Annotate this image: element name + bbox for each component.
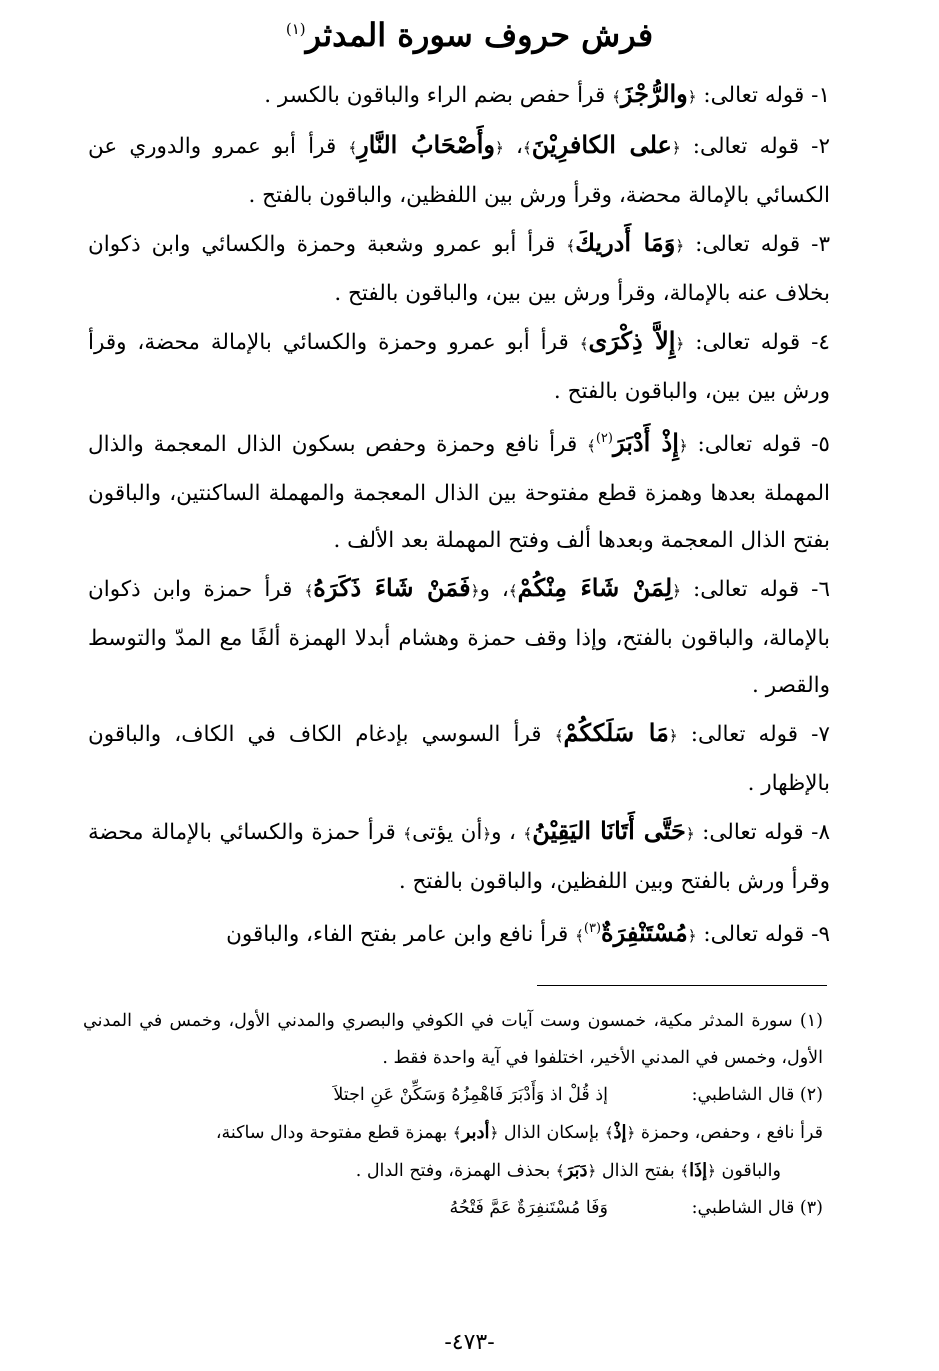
entry-number: ١- [804, 83, 830, 108]
quran-word: وَمَا أَدريكَ [575, 228, 676, 257]
entry-lead: قوله تعالى: [680, 134, 800, 159]
footnote-text: بهمزة قطع مفتوحة ودال ساكنة، [215, 1123, 453, 1143]
quran-word: على الكافرِيْنَ [531, 130, 672, 159]
entry-number: ٦- [799, 577, 830, 602]
main-text [88, 70, 830, 960]
entry-4: ٤- قوله تعالى: ﴿إِلاَّ ذِكْرَى﴾ قرأ أبو عمرو وحمزة والكسائي بالإمالة محضة، وقرأ ورش بين بين، والباقون بالفتح . [88, 326, 830, 404]
entry-text: قرأ أبو عمرو والدوري عن الكسائي بالإمالة محضة، وقرأ ورش بين اللفظين، والباقون بالفتح . [88, 134, 830, 208]
entry-lead: قوله تعالى: [696, 83, 805, 108]
entry-text: قرأ أبو عمرو وشعبة وحمزة والكسائي وابن ذكوان بخلاف عنه بالإمالة، وقرأ ورش بين بين، والباقون بالفتح . [88, 232, 830, 306]
quran-word: حَتَّى أَتَانَا اليَقِيْنُ [532, 816, 686, 845]
footnote-2-explanation: قرأ نافع ، وحفص، وحمزة ﴿إذْ﴾ بإسكان الذال ﴿أدبر﴾ بهمزة قطع مفتوحة ودال ساكنة، [215, 1122, 823, 1143]
entry-number: ٤- [800, 330, 830, 355]
entry-lead: قوله تعالى: [694, 820, 804, 845]
entry-3: ٣- قوله تعالى: ﴿وَمَا أَدريكَ﴾ قرأ أبو عمرو وشعبة وحمزة والكسائي وابن ذكوان بخلاف عنه بالإمالة، وقرأ ورش بين بين، والباقون بالفتح . [88, 228, 830, 306]
entry-lead: قوله تعالى: [684, 330, 801, 355]
quran-word: إِلاَّ ذِكْرَى [588, 326, 676, 355]
quran-word: إذْ [613, 1122, 627, 1143]
entry-number: ٣- [800, 232, 830, 257]
quran-word: أن يؤتى [412, 820, 483, 845]
entry-lead: قوله تعالى: [696, 922, 805, 947]
entry-9: ٩- قوله تعالى: ﴿مُسْتَنْفِرَةٌ$^{(٣)}$﴾ قرأ نافع وابن عامر بفتح الفاء، والباقون [226, 918, 830, 947]
quran-word: دَبَرَ [564, 1160, 588, 1181]
footnote-text: قرأ نافع ، وحفص، وحمزة [635, 1123, 823, 1143]
entry-number: ٧- [798, 722, 830, 747]
quran-word: مُسْتَنْفِرَةٌ [601, 918, 688, 947]
quran-word: فَمَنْ شَاءَ ذَكَرَهُ [313, 573, 471, 602]
footnote-ref: (٢) [595, 431, 613, 446]
footnote-2-label: (٢) قال الشاطبي: [691, 1085, 823, 1105]
entry-5: ٥- قوله تعالى: ﴿إِذْ أَدْبَرَ$^{(٢)}$﴾ قرأ نافع وحمزة وحفص بسكون الذال المعجمة والذال المهملة بعدها وهمزة قطع مفتوحة بين الذال المعجمة والمهملة الساكنتين، والباقون بفتح الذال المعجمة وبعدها ألف وفتح المهملة بعد الألف . [88, 428, 830, 553]
footnote-text: بحذف الهمزة، وفتح الدال . [355, 1161, 556, 1181]
separator: ، [503, 134, 523, 159]
footnote-2-poem: إذ قُلْ اذ وَأَدْبَرَ فَاهْمِزُهُ وَسَكِّنْ عَنِ اجتلاَ [333, 1085, 608, 1105]
entry-number: ٨- [803, 820, 830, 845]
entry-number: ٢- [799, 134, 830, 159]
entry-text: قرأ حمزة والكسائي بالإمالة محضة وقرأ ورش بالفتح وبين اللفظين، والباقون بالفتح . [88, 820, 830, 894]
title-footnote-ref: (١) [285, 20, 306, 38]
footnote-text: بفتح الذال [596, 1161, 681, 1181]
entry-text: قرأ نافع وحمزة وحفص بسكون الذال المعجمة والذال المهملة بعدها وهمزة قطع مفتوحة بين الذال المعجمة والمهملة الساكنتين، والباقون بفتح الذال المعجمة وبعدها ألف وفتح المهملة بعد الألف . [88, 432, 830, 553]
entry-text: قرأ أبو عمرو وحمزة والكسائي بالإمالة محضة، وقرأ ورش بين بين، والباقون بالفتح . [88, 330, 830, 404]
entry-6: ٦- قوله تعالى: ﴿لِمَنْ شَاءَ مِنْكُمْ﴾، و﴿فَمَنْ شَاءَ ذَكَرَهُ﴾ قرأ حمزة وابن ذكوان بالإمالة، والباقون بالفتح، وإذا وقف حمزة وهشام أبدلا الهمزة ألفًا مع المدّ والتوسط والقصر . [88, 573, 830, 698]
footnote-ref: (٣) [583, 921, 602, 936]
footnote-3-label: (٣) قال الشاطبي: [691, 1198, 823, 1218]
entry-number: ٩- [804, 922, 830, 947]
footnote-3 [83, 1190, 823, 1227]
quran-word: إِذْ أَدْبَرَ [612, 428, 679, 457]
entry-text: قرأ السوسي بإدغام الكاف في الكاف، والباقون بالإظهار . [88, 722, 830, 796]
footnote-text: والباقون [715, 1161, 781, 1181]
entry-text: قرأ نافع وابن عامر بفتح الفاء، والباقون [226, 922, 576, 947]
quran-word: إذَا [689, 1160, 708, 1181]
footnote-divider [537, 985, 827, 986]
page-title [0, 16, 939, 54]
quran-word: لِمَنْ شَاءَ مِنْكُمْ [517, 573, 673, 602]
footnote-2 [83, 1077, 823, 1114]
entry-lead: قوله تعالى: [687, 432, 802, 457]
title-text: فرش حروف سورة المدثر [305, 16, 654, 54]
entry-text: قرأ حفص بضم الراء والباقون بالكسر . [264, 83, 613, 108]
quran-word: وأَصْحَابُ النَّارِ [357, 130, 495, 159]
entry-lead: قوله تعالى: [684, 232, 801, 257]
quran-word: مَا سَلَككُمْ [563, 718, 669, 747]
separator: ، و [491, 820, 524, 845]
footnotes [83, 1003, 823, 1227]
entry-lead: قوله تعالى: [677, 722, 799, 747]
separator: ، و [479, 577, 509, 602]
quran-word: أدبر [461, 1122, 490, 1143]
entry-8: ٨- قوله تعالى: ﴿حَتَّى أَتَانَا اليَقِيْنُ﴾ ، و﴿أن يؤتى﴾ قرأ حمزة والكسائي بالإمالة محضة وقرأ ورش بالفتح وبين اللفظين، والباقون بالفتح . [88, 816, 830, 894]
entry-1: ١- قوله تعالى: ﴿والرُّجْزَ﴾ قرأ حفص بضم الراء والباقون بالكسر . [264, 79, 830, 108]
entry-2: ٢- قوله تعالى: ﴿على الكافرِيْنَ﴾، ﴿وأَصْحَابُ النَّارِ﴾ قرأ أبو عمرو والدوري عن الكسائي بالإمالة محضة، وقرأ ورش بين اللفظين، والباقون بالفتح . [88, 130, 830, 208]
footnote-3-poem: وَفَا مُسْتَنفِرَةٌ عَمَّ فَتْحُهُ [449, 1198, 608, 1218]
page-number: -٤٧٣- [444, 1330, 495, 1355]
entry-number: ٥- [801, 432, 830, 457]
footnote-text: بإسكان الذال [498, 1123, 605, 1143]
footnote-2-continuation: والباقون ﴿إذَا﴾ بفتح الذال ﴿دَبَرَ﴾ بحذف الهمزة، وفتح الدال . [355, 1160, 781, 1181]
entry-lead: قوله تعالى: [680, 577, 800, 602]
quran-word: والرُّجْزَ [620, 79, 688, 108]
footnote-1: (١) سورة المدثر مكية، خمسون وست آيات في الكوفي والبصري والمدني الأول، وخمس في المدني الأول، وخمس في المدني الأخير، اختلفوا في آية واحدة فقط . [83, 1011, 823, 1068]
entry-7: ٧- قوله تعالى: ﴿مَا سَلَككُمْ﴾ قرأ السوسي بإدغام الكاف في الكاف، والباقون بالإظهار . [88, 718, 830, 796]
entry-text: قرأ حمزة وابن ذكوان بالإمالة، والباقون بالفتح، وإذا وقف حمزة وهشام أبدلا الهمزة ألفًا مع المدّ والتوسط والقصر . [88, 577, 830, 698]
